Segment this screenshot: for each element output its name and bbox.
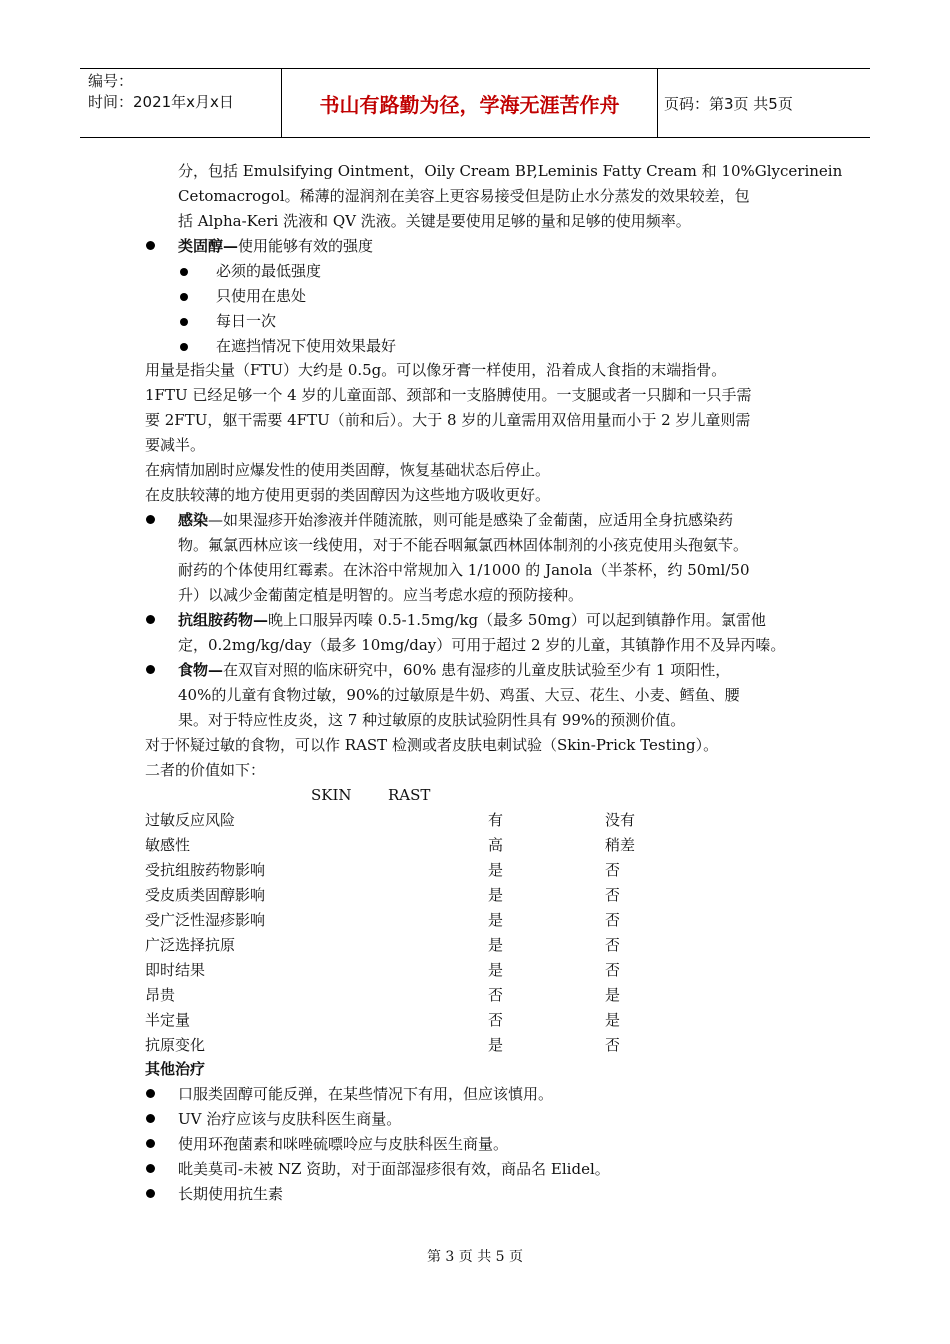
table-cell-skin: 是	[488, 886, 504, 904]
steroid-sub-item: 只使用在患处	[216, 287, 307, 305]
steroid-item	[178, 235, 373, 257]
food-line	[178, 659, 730, 681]
header-page: 页码：第3页 共5页	[664, 94, 793, 113]
bullet-icon	[146, 1114, 155, 1123]
intro-line: Cetomacrogol。稀薄的湿润剂在美容上更容易接受但是防止水分蒸发的效果较差，包	[178, 187, 750, 205]
bullet-icon	[146, 515, 155, 524]
table-cell-rast: 否	[605, 936, 621, 954]
table-cell-rast: 否	[605, 861, 621, 879]
other-item: 使用环孢菌素和咪唑硫嘌呤应与皮肤科医生商量。	[178, 1135, 509, 1153]
dosage-line: 1FTU 已经足够一个 4 岁的儿童面部、颈部和一支胳膊使用。一支腿或者一只脚和一只手需	[145, 386, 752, 404]
table-row-label: 受广泛性湿疹影响	[145, 911, 266, 929]
table-cell-skin: 是	[488, 936, 504, 954]
table-cell-skin: 是	[488, 861, 504, 879]
table-cell-rast: 否	[605, 1036, 621, 1054]
table-cell-skin: 否	[488, 986, 504, 1004]
steroid-text: 使用能够有效的强度	[238, 237, 374, 255]
table-row-label: 受抗组胺药物影响	[145, 861, 266, 879]
table-row-label: 过敏反应风险	[145, 811, 236, 829]
dosage-line: 在皮肤较薄的地方使用更弱的类固醇因为这些地方吸收更好。	[145, 486, 551, 504]
table-cell-skin: 否	[488, 1011, 504, 1029]
table-cell-skin: 是	[488, 961, 504, 979]
sub-bullet-icon	[180, 268, 188, 276]
header-time: 时间：2021年x月x日	[88, 93, 234, 111]
bullet-icon	[146, 1089, 155, 1098]
rast-intro-line: 二者的价值如下：	[145, 761, 266, 779]
table-cell-skin: 高	[488, 836, 504, 854]
antihistamine-line	[178, 609, 766, 631]
bullet-icon	[146, 1189, 155, 1198]
table-cell-rast: 是	[605, 986, 621, 1004]
table-header-rast: RAST	[388, 786, 431, 804]
table-header-skin: SKIN	[311, 786, 352, 804]
table-cell-skin: 是	[488, 1036, 504, 1054]
steroid-sub-item: 必须的最低强度	[216, 262, 322, 280]
antihistamine-title: 抗组胺药物—	[178, 611, 269, 629]
rast-intro-line: 对于怀疑过敏的食物，可以作 RAST 检测或者皮肤电刺试验（Skin-Prick Testing）。	[145, 736, 719, 754]
header-meta	[80, 69, 282, 137]
antihistamine-line: 定，0.2mg/kg/day（最多 10mg/day）可用于超过 2 岁的儿童，其镇静作用不及异丙嗪。	[178, 636, 786, 654]
header-number: 编号：	[88, 72, 134, 90]
other-item: 口服类固醇可能反弹，在某些情况下有用，但应该慎用。	[178, 1085, 554, 1103]
steroid-sub-item: 每日一次	[216, 312, 277, 330]
infection-line: 物。氟氯西林应该一线使用，对于不能吞咽氟氯西林固体制剂的小孩克使用头孢氨苄。	[178, 536, 749, 554]
table-cell-skin: 是	[488, 911, 504, 929]
table-row-label: 昂贵	[145, 986, 176, 1004]
food-line: 果。对于特应性皮炎，这 7 种过敏原的皮肤试验阴性具有 99%的预测价值。	[178, 711, 686, 729]
steroid-title: 类固醇—	[178, 237, 239, 255]
dosage-line: 要 2FTU，躯干需要 4FTU（前和后）。大于 8 岁的儿童需用双倍用量而小于 2 岁儿童则需	[145, 411, 751, 429]
infection-title: 感染	[178, 511, 209, 529]
dosage-line: 用量是指尖量（FTU）大约是 0.5g。可以像牙膏一样使用，沿着成人食指的末端指骨。	[145, 361, 727, 379]
bullet-icon	[146, 1164, 155, 1173]
infection-text: —如果湿疹开始渗液并伴随流脓，则可能是感染了金葡菌，应适用全身抗感染药	[208, 511, 734, 529]
table-row-label: 广泛选择抗原	[145, 936, 236, 954]
other-item: 吡美莫司-未被 NZ 资助，对于面部湿疹很有效，商品名 Elidel。	[178, 1160, 610, 1178]
table-cell-rast: 否	[605, 961, 621, 979]
table-cell-skin: 有	[488, 811, 504, 829]
bullet-icon	[146, 665, 155, 674]
food-title: 食物—	[178, 661, 224, 679]
other-item: UV 治疗应该与皮肤科医生商量。	[178, 1110, 402, 1128]
table-row-label: 半定量	[145, 1011, 191, 1029]
table-cell-rast: 没有	[605, 811, 636, 829]
infection-line: 升）以减少金葡菌定植是明智的。应当考虑水痘的预防接种。	[178, 586, 584, 604]
antihistamine-text: 晚上口服异丙嗪 0.5-1.5mg/kg（最多 50mg）可以起到镇静作用。氯雷他	[268, 611, 766, 629]
table-cell-rast: 是	[605, 1011, 621, 1029]
table-row-label: 敏感性	[145, 836, 191, 854]
intro-line: 括 Alpha-Keri 洗液和 QV 洗液。关键是要使用足够的量和足够的使用频率。	[178, 212, 691, 230]
bullet-icon	[146, 615, 155, 624]
other-item: 长期使用抗生素	[178, 1185, 284, 1203]
bullet-icon	[146, 1139, 155, 1148]
sub-bullet-icon	[180, 318, 188, 326]
intro-line: 分，包括 Emulsifying Ointment，Oily Cream BP,Leminis Fatty Cream 和 10%Glycerinein	[178, 162, 843, 180]
dosage-line: 在病情加剧时应爆发性的使用类固醇，恢复基础状态后停止。	[145, 461, 551, 479]
sub-bullet-icon	[180, 343, 188, 351]
bullet-icon	[146, 241, 155, 250]
page-footer: 第 3 页 共 5 页	[426, 1249, 524, 1265]
header-motto: 书山有路勤为径，学海无涯苦作舟	[282, 69, 658, 137]
food-line: 40%的儿童有食物过敏，90%的过敏原是牛奶、鸡蛋、大豆、花生、小麦、鳕鱼、腰	[178, 686, 740, 704]
table-row-label: 受皮质类固醇影响	[145, 886, 266, 904]
infection-line: 耐药的个体使用红霉素。在沐浴中常规加入 1/1000 的 Janola（半茶杯，约 50ml/50	[178, 561, 750, 579]
table-cell-rast: 否	[605, 911, 621, 929]
dosage-line: 要减半。	[145, 436, 206, 454]
table-row-label: 抗原变化	[145, 1036, 206, 1054]
other-title: 其他治疗	[145, 1060, 206, 1078]
table-cell-rast: 稍差	[605, 836, 636, 854]
food-text: 在双盲对照的临床研究中，60% 患有湿疹的儿童皮肤试验至少有 1 项阳性，	[223, 661, 731, 679]
page-header	[80, 68, 870, 138]
sub-bullet-icon	[180, 293, 188, 301]
steroid-sub-item: 在遮挡情况下使用效果最好	[216, 337, 397, 355]
table-row-label: 即时结果	[145, 961, 206, 979]
table-cell-rast: 否	[605, 886, 621, 904]
infection-line	[178, 509, 733, 531]
